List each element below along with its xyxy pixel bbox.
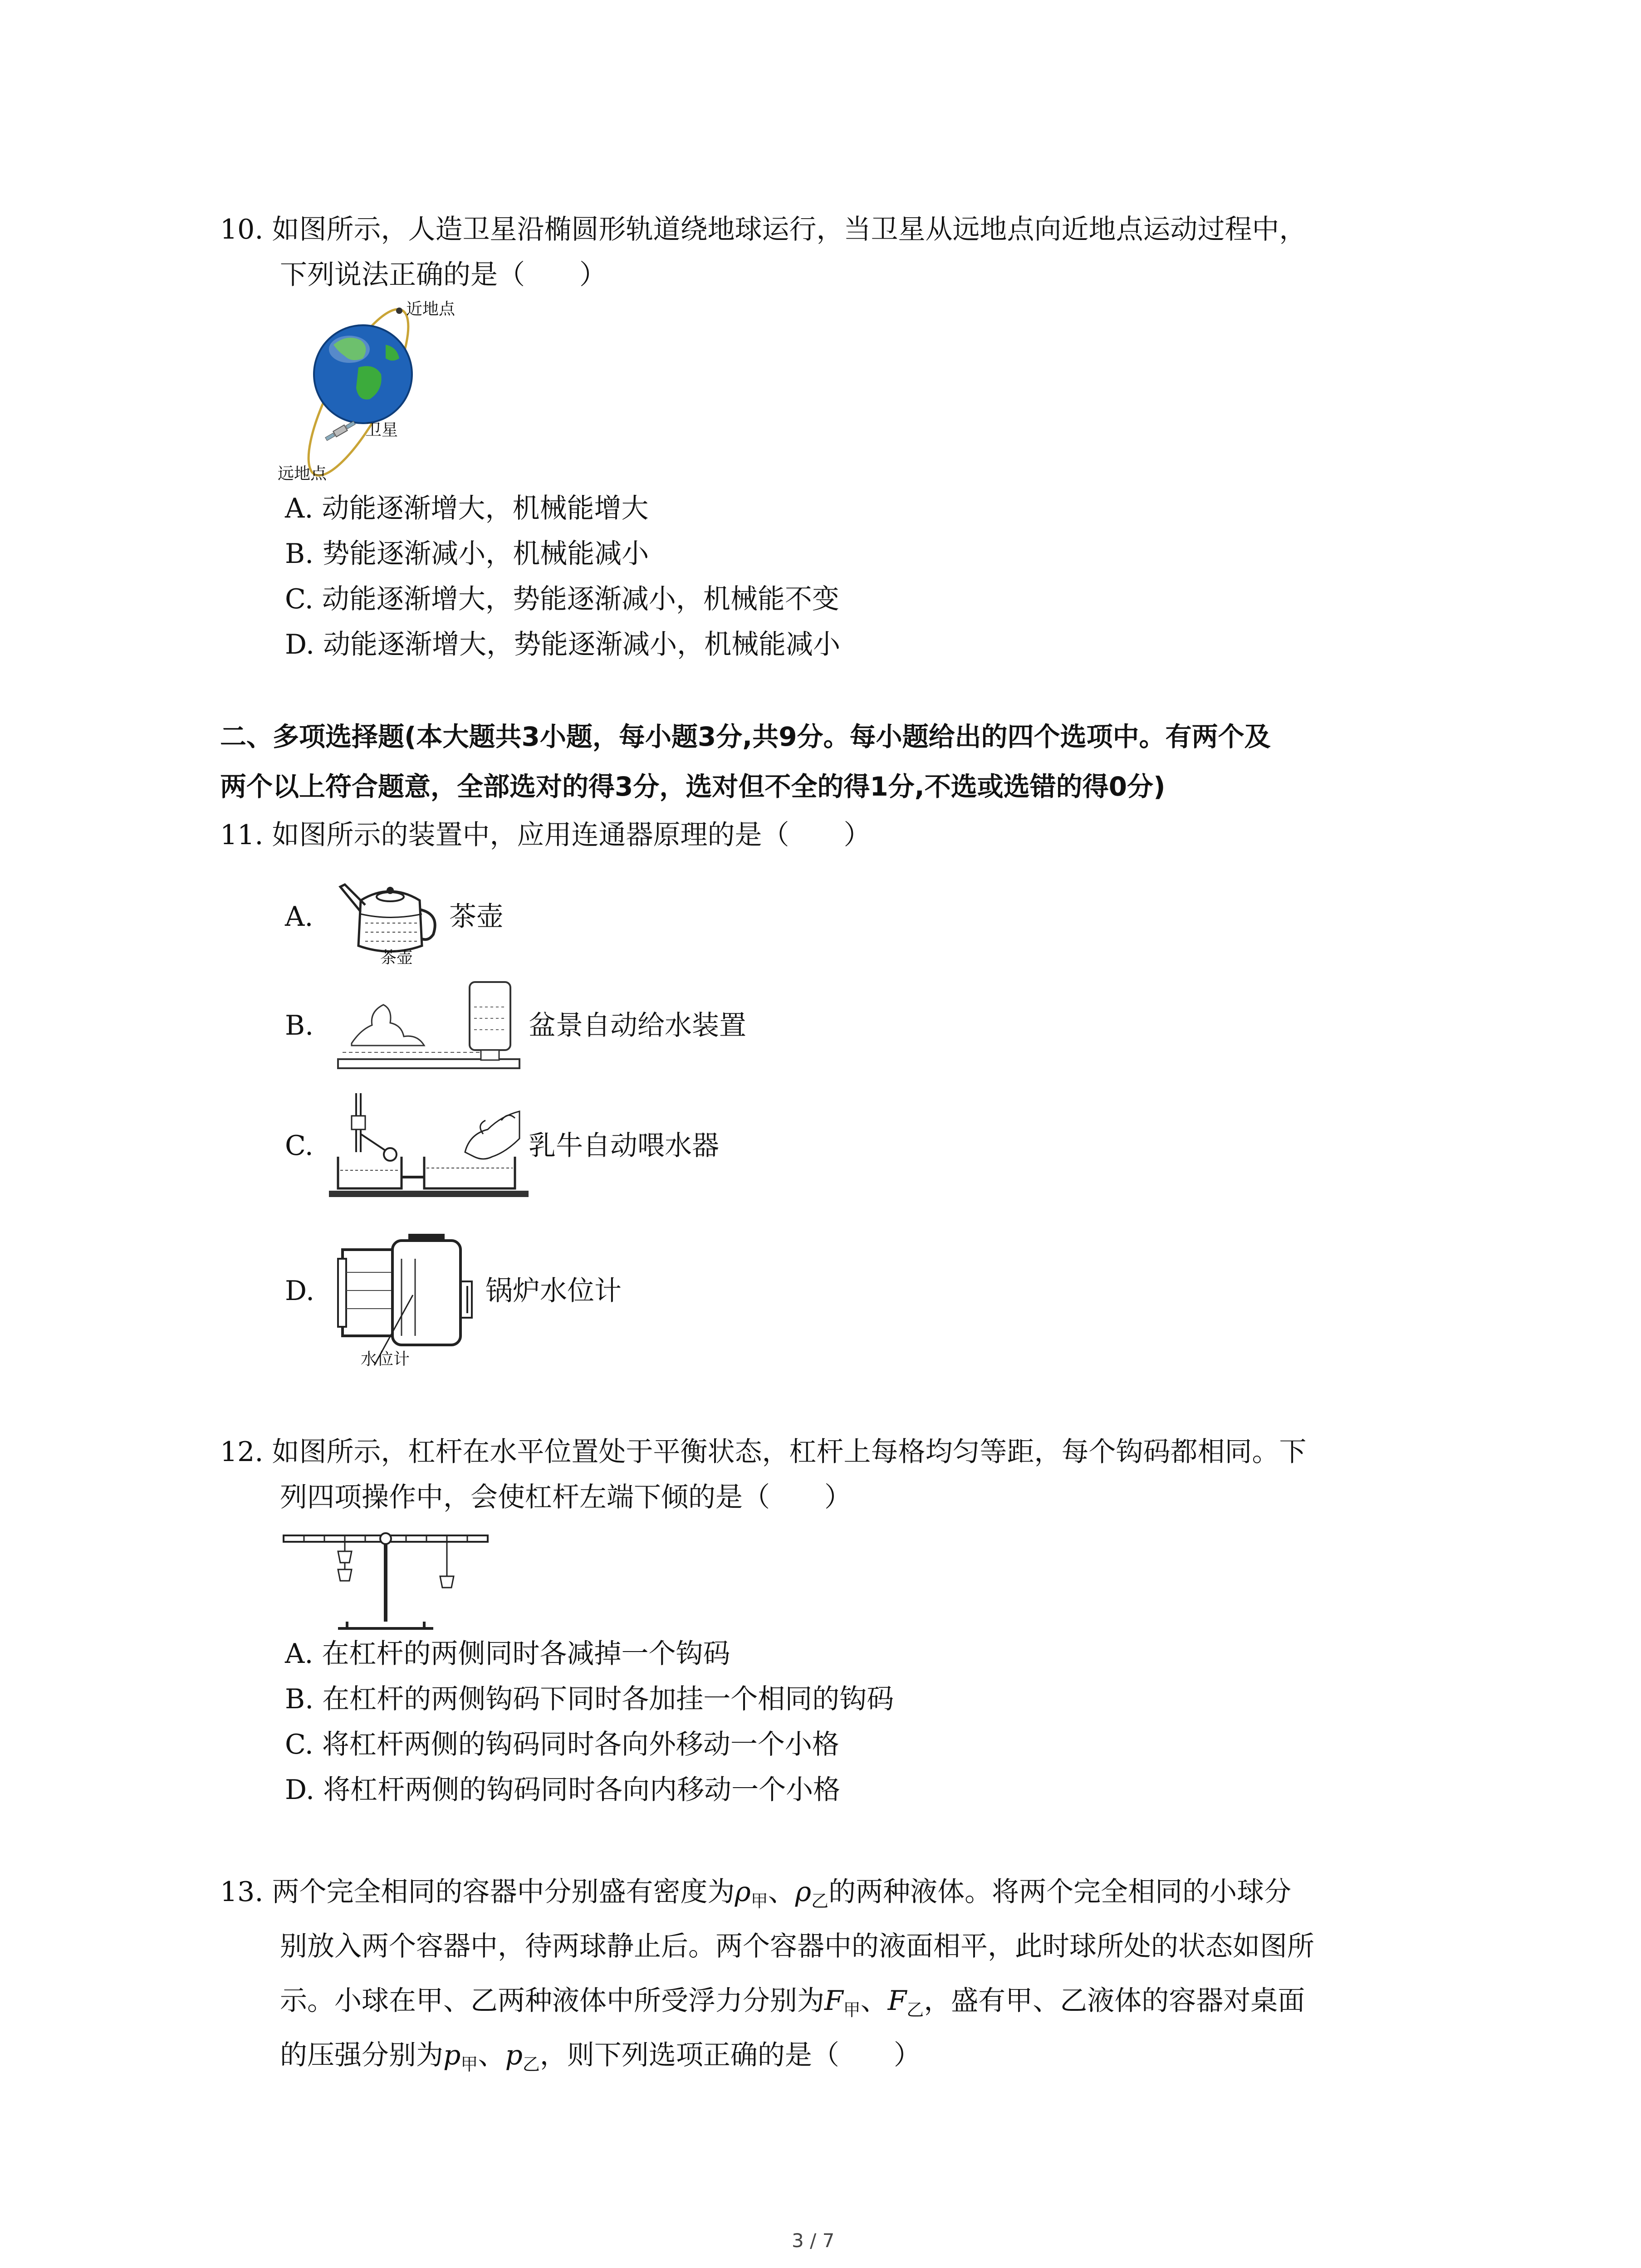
- q10-line1: 10. 如图所示，人造卫星沿椭圆形轨道绕地球运行，当卫星从远地点向近地点运动过程中，: [220, 214, 1307, 245]
- q13-line4: 的压强分别为$p_甲$、$p_乙$，则下列选项正确的是（ ）: [280, 2039, 921, 2074]
- cow-feeder-figure: [329, 1084, 529, 1202]
- q12-option-b: B. 在杠杆的两侧钩码下同时各加挂一个相同的钩码: [285, 1683, 894, 1715]
- q10-line2: 下列说法正确的是（ ）: [280, 259, 607, 291]
- q13-line2: 别放入两个容器中，待两球静止后。两个容器中的液面相平，此时球所处的状态如图所: [280, 1931, 1314, 1962]
- q11-option-c-letter: C.: [285, 1130, 314, 1162]
- q11-option-b-letter: B.: [285, 1010, 314, 1041]
- boiler-gauge-figure: [333, 1232, 483, 1368]
- section2-heading-line2: 两个以上符合题意，全部选对的得3分，选对但不全的得1分,不选或选错的得0分): [220, 771, 1166, 802]
- gauge-caption: 水位计: [361, 1350, 410, 1369]
- satellite-label: 卫星: [365, 421, 398, 440]
- q10-option-a: A. 动能逐渐增大，机械能增大: [285, 493, 649, 524]
- q11-option-a-letter: A.: [285, 901, 314, 933]
- apogee-label: 远地点: [278, 464, 327, 483]
- q13-line3: 示。小球在甲、乙两种液体中所受浮力分别为$F_甲$、$F_乙$，盛有甲、乙液体的容器对桌面: [280, 1985, 1305, 2020]
- q11-option-d-letter: D.: [285, 1275, 315, 1307]
- q12-line2: 列四项操作中，会使杠杆左端下倾的是（ ）: [280, 1481, 852, 1513]
- q10-option-b: B. 势能逐渐减小，机械能减小: [285, 538, 649, 570]
- q13-line1: 13. 两个完全相同的容器中分别盛有密度为$\rho_甲$、$\rho_乙$的两种液体。将两个完全相同的小球分: [220, 1876, 1292, 1911]
- q11-option-c-label: 乳牛自动喂水器: [529, 1130, 719, 1162]
- q11-option-a-label: 茶壶: [449, 901, 504, 933]
- q11-stem: 11. 如图所示的装置中，应用连通器原理的是（ ）: [220, 819, 871, 851]
- q10-option-d: D. 动能逐渐增大，势能逐渐减小，机械能减小: [285, 629, 841, 660]
- satellite-orbit-figure: [272, 295, 454, 490]
- lever-figure: [279, 1524, 492, 1633]
- page-number: 3 / 7: [792, 2229, 835, 2252]
- q11-option-d-label: 锅炉水位计: [485, 1275, 622, 1307]
- bonsai-water-figure: [333, 975, 524, 1077]
- q12-option-c: C. 将杠杆两侧的钩码同时各向外移动一个小格: [285, 1729, 839, 1760]
- teapot-caption: 茶壶: [380, 948, 413, 967]
- section2-heading-line1: 二、多项选择题(本大题共3小题，每小题3分,共9分。每小题给出的四个选项中。有两个及: [220, 721, 1271, 752]
- q11-option-b-label: 盆景自动给水装置: [529, 1010, 746, 1041]
- q12-option-a: A. 在杠杆的两侧同时各减掉一个钩码: [285, 1638, 730, 1670]
- q12-line1: 12. 如图所示，杠杆在水平位置处于平衡状态，杠杆上每格均匀等距，每个钩码都相同。下: [220, 1436, 1307, 1468]
- q10-option-c: C. 动能逐渐增大，势能逐渐减小，机械能不变: [285, 583, 839, 615]
- q12-option-d: D. 将杠杆两侧的钩码同时各向内移动一个小格: [285, 1774, 841, 1806]
- perigee-label: 近地点: [406, 300, 456, 318]
